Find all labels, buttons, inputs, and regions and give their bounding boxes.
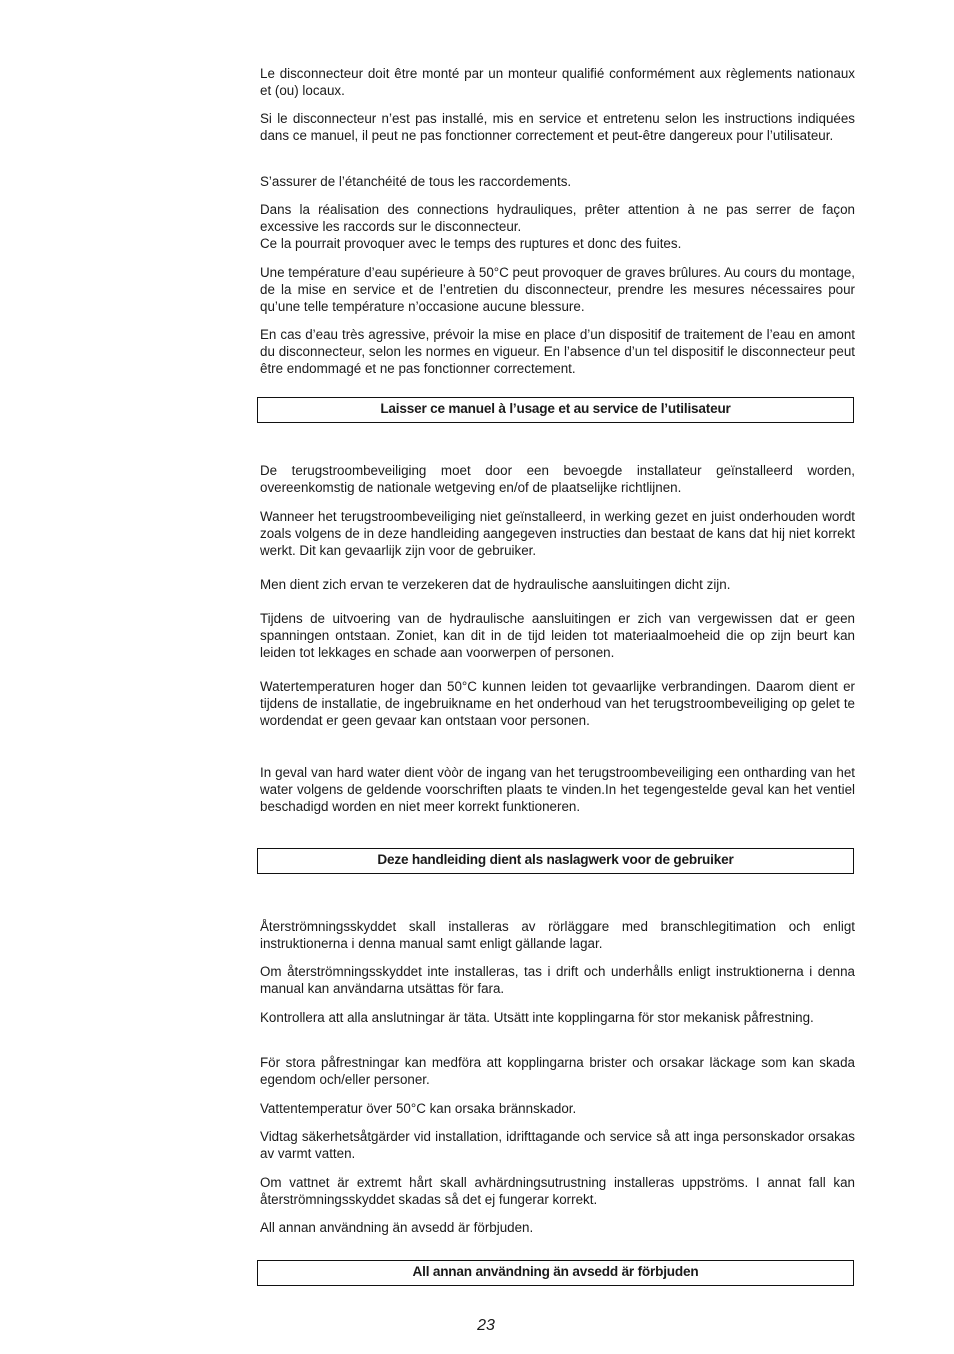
page-number: 23 [477,1317,495,1334]
fr-paragraph-2: Si le disconnecteur n’est pas installé, mis en service et entretenu selon les instructions indiquées dans ce manuel, il peut ne pas fonctionner correctement et peut-être dangereux pour l’utilisateur. [260,111,855,143]
nl-paragraph-2: Wanneer het terugstroombeveiliging niet geïnstalleerd, in werking gezet en juist onderhouden wordt zoals volgens de in deze handleiding aangegeven instructies dan bestaat de kans dat hij niet korrekt werkt. Dit kan gevaarlijk zijn voor de gebruiker. [260,509,855,558]
nl-paragraph-3: Men dient zich ervan te verzekeren dat de hydraulische aansluitingen dicht zijn. [260,577,731,592]
fr-paragraph-5: Une température d’eau supérieure à 50°C peut provoquer de graves brûlures. Au cours du montage, de la mise en service et de l’entretien du disconnecteur, prendre les mesures nécessaires pour qu’une telle température n’occasione aucune blessure. [260,265,855,314]
sv-paragraph-4: För stora påfrestningar kan medföra att kopplingarna brister och orsakar läckage som kan skada egendom och/eller personer. [260,1055,855,1087]
sv-paragraph-6: Vidtag säkerhetsåtgärder vid installation, idrifttagande och service så att inga personskador orsakas av varmt vatten. [260,1129,855,1161]
nl-paragraph-5: Watertemperaturen hoger dan 50°C kunnen leiden tot gevaarlijke verbrandingen. Daarom dient er tijdens de installatie, de ingebruikname en het onderhoud van het terugstroombeveiliging op gelet te wordendat er geen gevaar kan ontstaan voor personen. [260,679,855,728]
nl-paragraph-1: De terugstroombeveiliging moet door een bevoegde installateur geïnstalleerd worden, overeenkomstig de nationale wetgeving en/of de plaatselijke richtlijnen. [260,463,855,495]
fr-paragraph-6: En cas d’eau très agressive, prévoir la mise en place d’un dispositif de traitement de l’eau en amont du disconnecteur, selon les normes en vigueur. En l’absence d’un tel dispositif le disconnecteur peut être endommagé et ne pas fonctionner correctement. [260,327,855,376]
sv-notice-box: All annan användning än avsedd är förbjuden [257,1260,854,1286]
nl-notice-box: Deze handleiding dient als naslagwerk voor de gebruiker [257,848,854,874]
fr-paragraph-3: S’assurer de l’étanchéité de tous les raccordements. [260,174,572,189]
nl-paragraph-4: Tijdens de uitvoering van de hydraulische aansluitingen er zich van vergewissen dat er geen spanningen ontstaan. Zoniet, kan dit in de tijd leiden tot materiaalmoeheid die op zijn beurt kan leiden tot lekkages en schade aan voorwerpen of personen. [260,611,855,660]
sv-paragraph-7: Om vattnet är extremt hårt skall avhärdningsutrustning installeras uppströms. I annat fall kan återströmningsskyddet skadas så det ej fungerar korrekt. [260,1175,855,1207]
fr-paragraph-4: Dans la réalisation des connections hydrauliques, prêter attention à ne pas serrer de façon excessive les raccords sur le disconnecteur. Ce la pourrait provoquer avec le temps des ruptures et donc des fuites. [260,202,855,251]
sv-paragraph-8: All annan användning än avsedd är förbjuden. [260,1220,534,1235]
sv-paragraph-3: Kontrollera att alla anslutningar är täta. Utsätt inte kopplingarna för stor mekanisk påfrestning. [260,1010,814,1025]
sv-paragraph-2: Om återströmningsskyddet inte installeras, tas i drift och underhålls enligt instruktionerna i denna manual kan användarna utsättas för fara. [260,964,855,996]
sv-paragraph-5: Vattentemperatur över 50°C kan orsaka brännskador. [260,1101,577,1116]
nl-paragraph-6: In geval van hard water dient vòòr de ingang van het terugstroombeveiliging een ontharding van het water volgens de geldende voorschriften plaats te vinden.In het tegengestelde geval kan het ventiel beschadigd worden en niet meer korrekt funktioneren. [260,765,855,814]
fr-paragraph-1: Le disconnecteur doit être monté par un monteur qualifié conformément aux règlements nationaux et (ou) locaux. [260,66,855,98]
fr-notice-box: Laisser ce manuel à l’usage et au service de l’utilisateur [257,397,854,423]
sv-paragraph-1: Återströmningsskyddet skall installeras av rörläggare med branschlegitimation och enligt instruktionerna i denna manual samt enligt gällande lagar. [260,919,855,951]
